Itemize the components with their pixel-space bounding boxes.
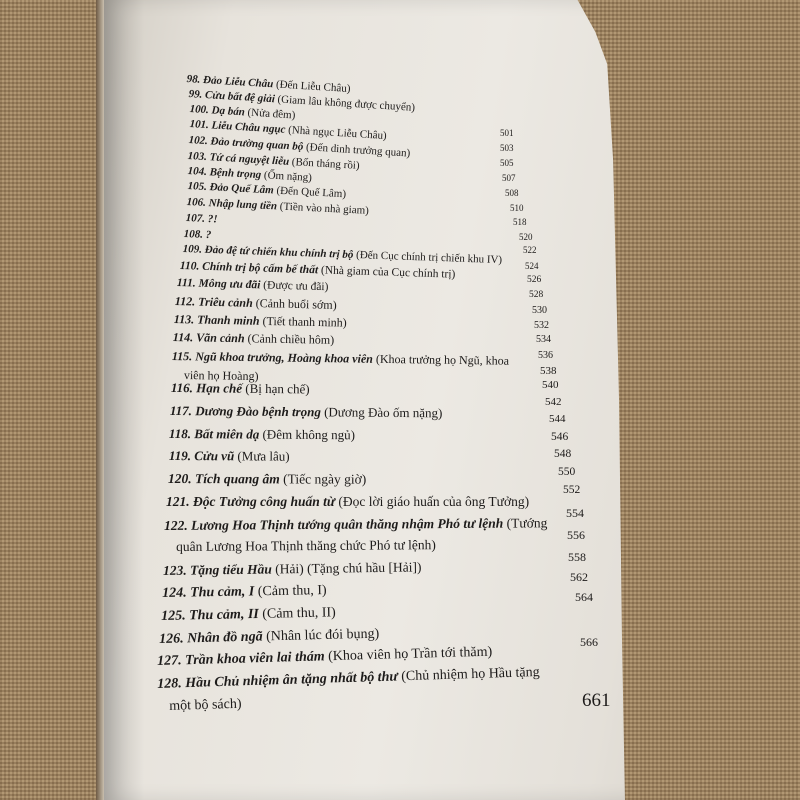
page-number: 536 (538, 350, 553, 361)
entry-number: 109. (182, 243, 205, 256)
page-number: 507 (502, 173, 516, 183)
toc-entry (170, 403, 443, 421)
entry-title: Đảo Quế Lâm (209, 181, 275, 197)
toc-entry (168, 471, 366, 488)
entry-number: 116. (170, 380, 197, 396)
entry-number: 100. (189, 103, 212, 117)
entry-number: 102. (188, 134, 211, 148)
entry-title: Thu cảm, I (189, 584, 255, 601)
entry-title: Nhân đồ ngã (186, 629, 263, 647)
entry-number: 122. (164, 517, 192, 533)
entry-continuation: quân Lương Hoa Thịnh thăng chức Phó tư lệnh) (176, 537, 436, 554)
entry-translation: (Nhà ngục Liễu Châu) (285, 123, 388, 143)
entry-continuation: một bộ sách) (169, 696, 242, 714)
toc-entry (169, 426, 355, 443)
entry-translation: (Đọc lời giáo huấn của ông Tưởng) (334, 494, 530, 509)
entry-number: 112. (174, 294, 199, 309)
entry-translation: (Bốn tháng rồi) (288, 155, 360, 172)
entry-number: 108. (183, 228, 206, 241)
entry-translation: (Tướng (503, 515, 548, 531)
entry-number: 119. (168, 448, 195, 464)
entry-number: 98. (186, 73, 204, 86)
entry-title: Dương Đào bệnh trọng (195, 403, 321, 420)
book-spine-edge (96, 0, 104, 800)
entry-title: Lương Hoa Thịnh tướng quân thăng nhậm Phó tư lệnh (190, 515, 504, 533)
page-number: 562 (570, 570, 588, 584)
entry-translation: (Đến Quế Lâm) (273, 184, 347, 201)
entry-number: 118. (168, 426, 195, 442)
entry-title: Triêu cảnh (197, 294, 253, 310)
entry-translation: (Tiền vào nhà giam) (276, 200, 370, 217)
entry-title: Tích quang âm (194, 471, 280, 487)
entry-translation: (Đến Liễu Châu) (272, 78, 351, 95)
entry-title: Chính trị bộ cấm bế thất (201, 260, 319, 277)
entry-title: Độc Tưởng công huấn từ (193, 494, 335, 509)
entry-translation: (Chủ nhiệm họ Hầu tặng (397, 664, 540, 685)
entry-number: 99. (188, 88, 206, 101)
page-number: 552 (563, 484, 581, 496)
entry-translation: (Cảm thu, I) (254, 583, 327, 600)
entry-translation: (Hải) (Tặng chú hầu [Hải]) (271, 559, 422, 577)
entry-title: Nhập lung tiền (208, 197, 278, 213)
entry-number: 124. (162, 585, 191, 601)
page-number: 542 (545, 396, 562, 408)
page-number: 554 (566, 506, 584, 520)
page-number: 534 (536, 334, 551, 345)
entry-number: 110. (179, 260, 203, 273)
entry-number: 127. (157, 653, 186, 669)
page-number: 566 (580, 635, 598, 649)
page-number: 522 (523, 245, 537, 255)
page-gutter-shadow (104, 0, 144, 800)
entry-number: 105. (187, 180, 210, 194)
entry-translation: (Mưa lâu) (234, 448, 290, 464)
entry-number: 125. (161, 608, 190, 624)
page-number: 556 (567, 528, 585, 542)
entry-translation: (Tiếc ngày giờ) (279, 471, 367, 487)
entry-translation: (Nhà giam của Cục chính trị) (317, 264, 456, 281)
entry-translation: (Được ưu đãi) (260, 279, 329, 294)
entry-title: Trần khoa viên lai thám (184, 649, 325, 669)
entry-title: Đảo Liễu Châu (202, 74, 274, 91)
toc-entry (184, 228, 212, 241)
page-number: 564 (575, 590, 593, 604)
entry-number: 101. (189, 118, 212, 132)
entry-number: 103. (187, 150, 210, 164)
page-number: 544 (549, 413, 566, 425)
entry-title: ? (205, 228, 212, 242)
entry-translation: (Dương Đào ốm nặng) (320, 404, 443, 421)
entry-number: 113. (173, 312, 198, 327)
toc-entry (166, 494, 529, 510)
entry-title: Đảo đệ tứ chiến khu chính trị bộ (204, 243, 354, 261)
entry-number: 115. (171, 349, 196, 364)
page-number: 510 (510, 203, 524, 213)
entry-translation: (Đến Cục chính trị chiến khu IV) (353, 248, 503, 267)
entry-translation: (Khoa trưởng họ Ngũ, khoa (372, 351, 510, 368)
entry-translation: (Ốm nặng) (260, 169, 313, 184)
page-number: 503 (500, 143, 514, 153)
toc-entry (164, 515, 547, 534)
page-number: 526 (527, 275, 542, 285)
entry-title: Tặng tiểu Hầu (189, 561, 272, 578)
toc-entry (185, 212, 217, 225)
entry-title: Vãn cảnh (196, 330, 245, 346)
page-number: 528 (529, 290, 544, 300)
entry-title: Ngũ khoa trưởng, Hoàng khoa viên (195, 349, 373, 366)
toc-entry (173, 330, 335, 348)
page-number: 532 (534, 320, 549, 331)
entry-number: 117. (169, 403, 196, 419)
toc-entry (162, 583, 327, 602)
page-number: 518 (513, 217, 527, 227)
entry-title: Hạn chế (196, 380, 243, 396)
entry-title: Bất miên dạ (194, 426, 260, 442)
toc-entry (169, 448, 290, 465)
entry-translation: (Giam lâu không được chuyển) (274, 93, 416, 114)
entry-translation: (Đêm không ngủ) (259, 426, 355, 443)
entry-title: Cửu bất đệ giải (204, 89, 276, 106)
entry-translation: (Đến dinh trưởng quan) (302, 141, 411, 160)
entry-translation: (Cảnh buổi sớm) (252, 295, 337, 312)
entry-title: Dạ bán (211, 104, 246, 119)
entry-translation: (Nhân lúc đói bụng) (262, 626, 380, 645)
entry-number: 107. (185, 212, 208, 225)
page-number: 540 (542, 379, 559, 391)
page-number: 550 (558, 466, 576, 478)
entry-translation: (Khoa viên họ Trần tới thăm) (324, 644, 493, 665)
entry-title: Thanh minh (197, 312, 260, 328)
page-number: 548 (554, 448, 572, 460)
entry-translation: (Bị hạn chế) (242, 380, 310, 397)
page-number: 538 (540, 365, 557, 377)
entry-number: 111. (176, 277, 199, 290)
page-number: 558 (568, 550, 586, 564)
entry-translation: (Cảm thu, II) (258, 605, 336, 622)
toc-entry (171, 380, 310, 397)
entry-title: Hầu Chủ nhiệm ân tặng nhất bộ thư (184, 669, 398, 692)
entry-number: 106. (186, 196, 209, 210)
entry-title: Bệnh trọng (209, 166, 262, 182)
entry-title: Đảo trường quan bộ (210, 135, 304, 153)
page-number: 520 (519, 232, 533, 242)
page-number: 530 (532, 305, 547, 316)
entry-translation: (Tiết thanh minh) (259, 313, 347, 330)
entry-number: 114. (172, 330, 197, 345)
entry-translation: (Nửa đêm) (244, 106, 296, 122)
entry-number: 128. (157, 676, 186, 692)
folio-page-number: 661 (582, 690, 611, 711)
entry-number: 120. (167, 471, 195, 487)
entry-number: 121. (166, 494, 193, 509)
entry-title: Liễu Châu ngục (211, 119, 286, 136)
page-number: 508 (505, 188, 519, 198)
page-number: 524 (525, 261, 539, 271)
page-number: 505 (500, 158, 514, 168)
entry-title: Thu cảm, II (188, 606, 259, 624)
entry-title: ?! (207, 212, 218, 226)
entry-title: Tứ cá nguyệt liễu (209, 151, 290, 168)
page-number: 501 (500, 128, 514, 138)
entry-continuation: viên họ Hoàng) (183, 367, 259, 383)
page-number: 546 (551, 431, 569, 443)
entry-number: 104. (187, 165, 210, 179)
entry-number: 123. (163, 562, 191, 578)
entry-number: 126. (159, 631, 188, 647)
entry-title: Cửu vũ (194, 448, 235, 464)
entry-translation: (Cảnh chiều hôm) (244, 331, 335, 347)
entry-title: Mông ưu đãi (198, 277, 261, 292)
